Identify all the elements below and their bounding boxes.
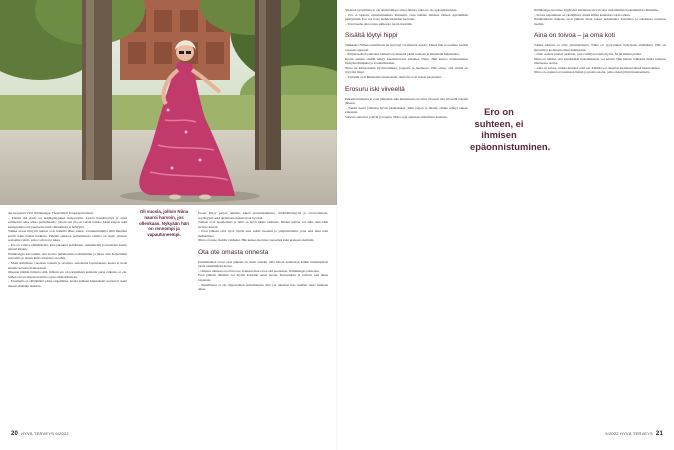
paragraph: – Perjantai-illan parhaana hetkenä on menettä yksin saunaan ja kuunnella hiljaisuutta.: [345, 52, 460, 57]
section-heading: Erosuru iski viiveellä: [345, 85, 405, 93]
page-gutter: [336, 0, 338, 450]
paragraph: Nätinkangas toivoisikin, että eroista puhuttaisiin avoimemmin ja tukea olisi helpommin saatavilla jo ennen kuin ratkaisuja on tehty.: [8, 251, 127, 261]
paragraph: Koulu seinien sisällä näkyy huomattavasti erilainen Niina. Hän kertoo muuttuneensa hymyilevämmäksi ja avoimemmaksi.: [345, 56, 468, 66]
paragraph: Niina on kiinnostunut hyvinvoinnista, joogasta ja luonnosta. Hän sanoo, että sisältä on löytynyt hippi.: [345, 65, 468, 75]
paragraph: nut terapeutti Viivi Nätinkangas Väestöliiton Terapiapalveluista.: [8, 211, 94, 215]
hero-photo: [0, 0, 337, 205]
paragraph: – Omassa onnessa on oltava ote. Kukaan muu ei tee sitä puolestasi, Nätinkangas painottaa.: [198, 268, 320, 273]
paragraph: – Eroamalla ei välttämättä pääse ongelmista, koska suhteen kipukohdat seuraavat usein uuteen elämään mukana.: [8, 279, 127, 288]
paragraph: – Moni tiimittelee vuodesta toiseen ja savuttaa, sanomatta lapsistakaan, koska ei tiedä kenelle kertoisi tilanteestaan.: [8, 261, 127, 270]
column-3: [345, 8, 468, 426]
pull-quote: Ero on suhteen, ei ihmisen epäonnistuminen.: [470, 106, 551, 152]
paragraph: Niina ei tunne itseään vanhaksi. Hän kokee olevansa vapaampi kuin koskaan aiemmin.: [198, 238, 315, 243]
folio-left: [8, 431, 69, 437]
paragraph: Nätinkankaan mukaan eron jälkeen moni kokee kohonnutta itsetuntoa ja uskallusta toteuttaa itseään.: [534, 17, 666, 26]
paragraph: Eron jälkeen ihminen voi löytää itsestään uusia puolia, harrastuksia ja ystäviä, kun aikaa vapautuu.: [198, 273, 328, 283]
paragraph: Niina on nähnyt, että kipeästäkin kokemuksesta voi selvitä. Hän haluaa rohkaista muita samassa tilanteessa olevia.: [534, 56, 666, 66]
section-heading: Ota ote omasta onnesta: [198, 248, 269, 256]
paragraph: Surussa auttoivat ystävät ja terapia. Niina oppi olemaan armollinen itselleen.: [345, 114, 448, 119]
paragraph: Yhdessä pysyminen ei ole onnistumisen ainoa mittari, eikä ero ole epäonnistumista.: [345, 8, 458, 12]
column-1: [8, 211, 127, 427]
paragraph: Oikeaan mitään mittaria siitä, milloin ero on parisuhteen kannalta paras ratkaisu, ei ole. Siihen on tarvittaessa haettava apua ammattilaiselta.: [8, 270, 127, 279]
paragraph: – Ystäväni ovat ihmetelleet muutostani, mutta he ovat iloisia puolestani.: [345, 75, 442, 80]
paragraph: Pelkkää hurmosta ei eron jälkeinen aika kuitenkaan ole ollut. Erosuru iski viiveellä vuoden jälkeen.: [345, 96, 468, 106]
paragraph: – Tavoitteena olisi oppia suhteesta jotain itsestään.: [345, 21, 413, 26]
paragraph: Sinikkuna Niinan onnellisuus on löytynyt tavallisesta arjesta. Ennen hän ei osannut nauttia vapaasta ajastaan.: [345, 43, 468, 52]
paragraph: Nätinkangas kuvailee hyljätyksi tulemisen olevan yksi raskaimmista kokemuksista ihmiselle.: [534, 8, 659, 12]
column-4: [534, 8, 666, 426]
paragraph: – Yleisin ikä erolle on neljäkymppinen tienpystyllä. Lasten itsenäistyttyä ja arjen rutiineissa tulee aikaa parisuhteelle, jolloin sen tila on varsin tarkka. Moni kaipaa sekä kumppanilta että puolisolta lisää välittämistä ja hellyyttä.: [8, 215, 127, 229]
woman-in-park-illustration: [0, 0, 337, 205]
paragraph: Tunteet ovat luonnollisia ja niitä on hyvä tutkia rauhassa. Niiden kanssa voi elää, eikä niitä tarvitse hävetä.: [198, 220, 328, 229]
photo-caption: Oli vuosia, jolloin Niina nauroi harvoin, jos ollenkaan. Nykyään hän on rennompi ja vapautuneempi.: [139, 209, 189, 238]
column-2: [198, 211, 328, 427]
paragraph: – Ero on valtava elämänkriisi, joka jakautuu pohdinnan, suunnittelun ja tunteiden kautta uuteen alkuun.: [8, 242, 127, 252]
paragraph: – Onnellisuus ei ole riippuvainen parisuhteesta. Sitä voi rakentaa itse, kunhan antaa itselleen aikaa.: [198, 282, 328, 292]
paragraph: Niina on oppinut arvostamaan hetkiä ja pieniä asioita, jotka ennen jäivät huomaamatta.: [534, 70, 651, 75]
page-number-left: 20: [11, 431, 19, 437]
paragraph: Vaikka eroon liittyvät tunteet ovat kaikilla lähes samat, varttuneemmilla tällä muuttuu peräti arjen lisäksi harkinta. Pitkään samassa parisuhteessa olleilla on usein yhteiset sosiaaliset piirit, jotka voivat ero jakaa.: [8, 229, 127, 243]
paragraph: – Olen ostanut pienen asunnon, jossa viihdyn todella hyvin. Se on minun pesäni.: [534, 52, 642, 57]
section-heading: Sisältä löytyi hippi: [345, 32, 398, 40]
paragraph: – Erosta toipuminen on yksilöllistä, mutta siihen kannattaa varata aikaa.: [534, 12, 631, 17]
magazine-name-left: HYVÄ TERVEYS 9/2022: [21, 431, 69, 436]
paragraph: Eroon liittyy paljon tunteita, kuten epäonnistumista, riittämättömyyttä ja arvottomuutta, syyllisyyttä sekä ahdistusta menetetystä hyvästä.: [198, 211, 328, 220]
section-heading: Aina on toivoa – ja oma koti: [534, 32, 616, 40]
folio-right: [605, 431, 666, 437]
page-number-right: 21: [655, 431, 663, 437]
paragraph: – Aina on toivoa, vaikka tuntuisi, ettei ole. Elämää voi rakentaa uudelleen missä iässä tahansa.: [534, 65, 661, 70]
magazine-name-right: 9/2022 HYVÄ TERVEYS: [605, 431, 653, 436]
paragraph: – Eron jälkeen olisi hyvä löytää uusi suhde itseensä ja ympäristöönsä, jotta uusi alku olisi mahdollista.: [198, 229, 328, 238]
paragraph: Vaikka kallesta ei ollut ystäväperhettä, Niina on tyytyväinen nykyiseen elämäänsä. Hän on järjestänyt kodistaan oman näköisensä.: [534, 43, 666, 52]
paragraph: – Tunsin itseni yllättäen hyvin yksinäiseksi. Itkin paljon ja mietin, olinko tehnyt oikean ratkaisun.: [345, 105, 468, 115]
paragraph: – Ero ei tarkoita epäonnistumista ihmisenä, vaan kahden ihmisen välisen dynamiikan päättymistä. Ero voi avata mahdollisuuden kasvuun.: [345, 12, 468, 22]
paragraph: Ensimmäinen vuosi eron jälkeen on usein raskain, sillä silloin kohdataan kaikki merkkipäivät yksin ensimmäistä kertaa.: [198, 259, 328, 269]
